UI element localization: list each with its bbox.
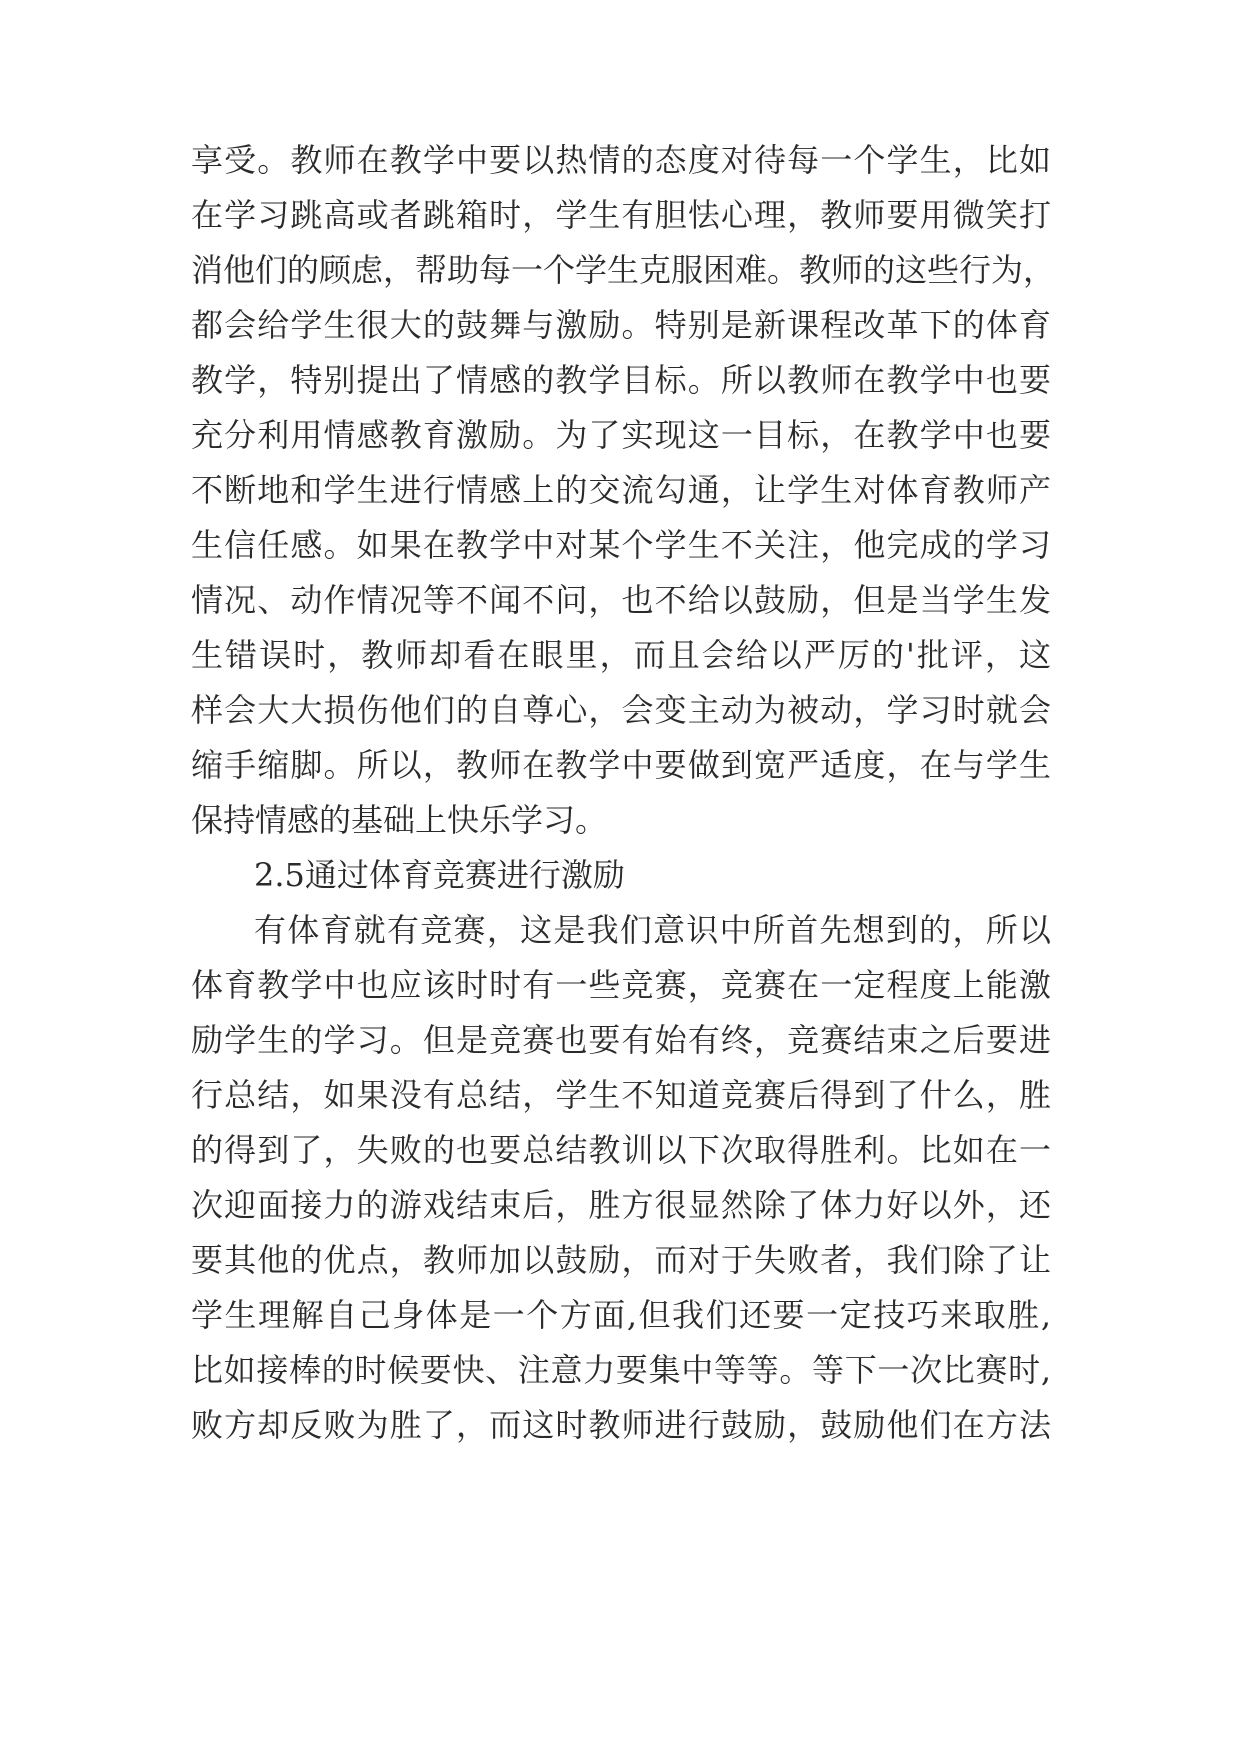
paragraph-1-line: 缩手缩脚。所以，教师在教学中要做到宽严适度，在与学生 bbox=[191, 746, 1051, 784]
paragraph-1-line: 不断地和学生进行情感上的交流勾通，让学生对体育教师产 bbox=[191, 471, 1051, 509]
paragraph-2-line: 次迎面接力的游戏结束后，胜方很显然除了体力好以外，还 bbox=[191, 1186, 1051, 1224]
section-heading: 2.5通过体育竞赛进行激励 bbox=[254, 856, 625, 894]
paragraph-1-line: 消他们的顾虑，帮助每一个学生克服困难。教师的这些行为， bbox=[191, 251, 1056, 289]
paragraph-1-line: 生信任感。如果在教学中对某个学生不关注，他完成的学习 bbox=[191, 526, 1051, 564]
paragraph-2-line: 学生理解自己身体是一个方面,但我们还要一定技巧来取胜, bbox=[191, 1296, 1051, 1334]
paragraph-1-line: 享受。教师在教学中要以热情的态度对待每一个学生，比如 bbox=[191, 141, 1051, 179]
paragraph-2-line: 比如接棒的时候要快、注意力要集中等等。等下一次比赛时, bbox=[191, 1351, 1051, 1389]
paragraph-1-line: 样会大大损伤他们的自尊心，会变主动为被动，学习时就会 bbox=[191, 691, 1051, 729]
paragraph-2-line: 体育教学中也应该时时有一些竞赛，竞赛在一定程度上能激 bbox=[191, 966, 1051, 1004]
paragraph-2-line: 有体育就有竞赛，这是我们意识中所首先想到的，所以 bbox=[254, 911, 1051, 949]
paragraph-2-line: 的得到了，失败的也要总结教训以下次取得胜利。比如在一 bbox=[191, 1131, 1051, 1169]
paragraph-1-line: 充分利用情感教育激励。为了实现这一目标，在教学中也要 bbox=[191, 416, 1051, 454]
paragraph-1-line: 保持情感的基础上快乐学习。 bbox=[191, 801, 608, 839]
paragraph-1-line: 生错误时，教师却看在眼里，而且会给以严厉的'批评，这 bbox=[191, 636, 1051, 674]
paragraph-1-line: 情况、动作情况等不闻不问，也不给以鼓励，但是当学生发 bbox=[191, 581, 1051, 619]
paragraph-2-line: 励学生的学习。但是竞赛也要有始有终，竞赛结束之后要进 bbox=[191, 1021, 1051, 1059]
paragraph-1-line: 都会给学生很大的鼓舞与激励。特别是新课程改革下的体育 bbox=[191, 306, 1051, 344]
paragraph-2-line: 要其他的优点，教师加以鼓励，而对于失败者，我们除了让 bbox=[191, 1241, 1051, 1279]
paragraph-1-line: 教学，特别提出了情感的教学目标。所以教师在教学中也要 bbox=[191, 361, 1051, 399]
paragraph-1-line: 在学习跳高或者跳箱时，学生有胆怯心理，教师要用微笑打 bbox=[191, 196, 1051, 234]
paragraph-2-line: 行总结，如果没有总结，学生不知道竞赛后得到了什么，胜 bbox=[191, 1076, 1051, 1114]
paragraph-2-line: 败方却反败为胜了，而这时教师进行鼓励，鼓励他们在方法 bbox=[191, 1406, 1051, 1444]
